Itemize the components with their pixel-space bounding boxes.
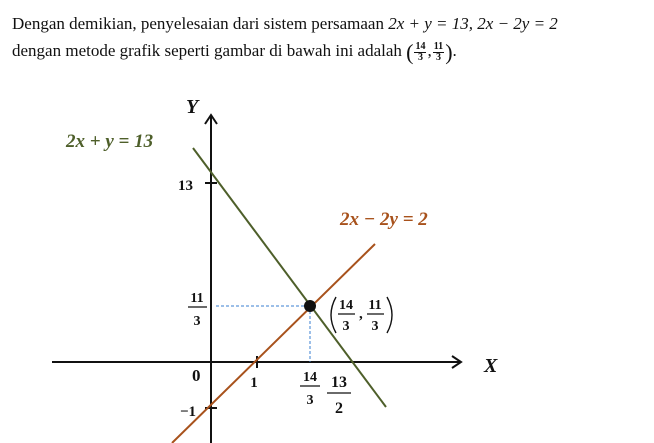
line1-equation: 2x + y = 13, 2x − 2y = 2 bbox=[388, 14, 558, 33]
tick-label-y-neg1: −1 bbox=[180, 404, 197, 420]
answer-y-numerator: 11 bbox=[433, 40, 444, 52]
tick-label-y-11-den: 3 bbox=[193, 314, 201, 329]
point-open-paren bbox=[331, 297, 336, 333]
text-line-2: dengan metode grafik seperti gambar di bawah ini adalah ( $\frac{14}{3}$ , $\frac{11}{3}$ ). bbox=[12, 39, 457, 65]
origin-label: 0 bbox=[192, 366, 201, 385]
tick-label-x-13-num: 13 bbox=[331, 374, 347, 391]
answer-x-denominator: 3 bbox=[417, 51, 423, 63]
point-comma: , bbox=[359, 306, 363, 322]
point-x-den: 3 bbox=[342, 319, 350, 334]
line-2x-plus-y bbox=[193, 148, 386, 407]
answer-y-denominator: 3 bbox=[435, 51, 441, 63]
tick-label-x-13-den: 2 bbox=[335, 400, 343, 417]
y-axis-label: Y bbox=[186, 96, 199, 118]
tick-label-y-11-num: 11 bbox=[190, 291, 204, 306]
tick-label-y-13: 13 bbox=[178, 178, 193, 194]
line2-label: 2x − 2y = 2 bbox=[340, 209, 428, 230]
intersection-point bbox=[304, 300, 316, 312]
point-close-paren bbox=[387, 297, 392, 333]
answer-x-numerator: 14 bbox=[415, 40, 426, 52]
answer-close-paren: ) bbox=[445, 39, 453, 65]
tick-label-x-14-den: 3 bbox=[306, 393, 314, 408]
intersection-label bbox=[331, 297, 392, 334]
point-x-num: 14 bbox=[339, 298, 353, 313]
line2-prefix: dengan metode grafik seperti gambar di bawah ini adalah bbox=[12, 41, 407, 60]
line1-prefix: Dengan demikian, penyelesaian dari sistem persamaan bbox=[12, 14, 389, 33]
line1-label: 2x + y = 13 bbox=[66, 131, 154, 152]
answer-open-paren: ( bbox=[406, 39, 414, 65]
tick-label-x-1: 1 bbox=[250, 375, 258, 391]
point-y-den: 3 bbox=[371, 319, 379, 334]
tick-label-x-14-num: 14 bbox=[303, 370, 317, 385]
line2-suffix: . bbox=[452, 41, 457, 60]
line-2x-minus-2y bbox=[172, 244, 375, 443]
point-y-num: 11 bbox=[368, 298, 382, 313]
x-axis-label: X bbox=[484, 355, 498, 377]
